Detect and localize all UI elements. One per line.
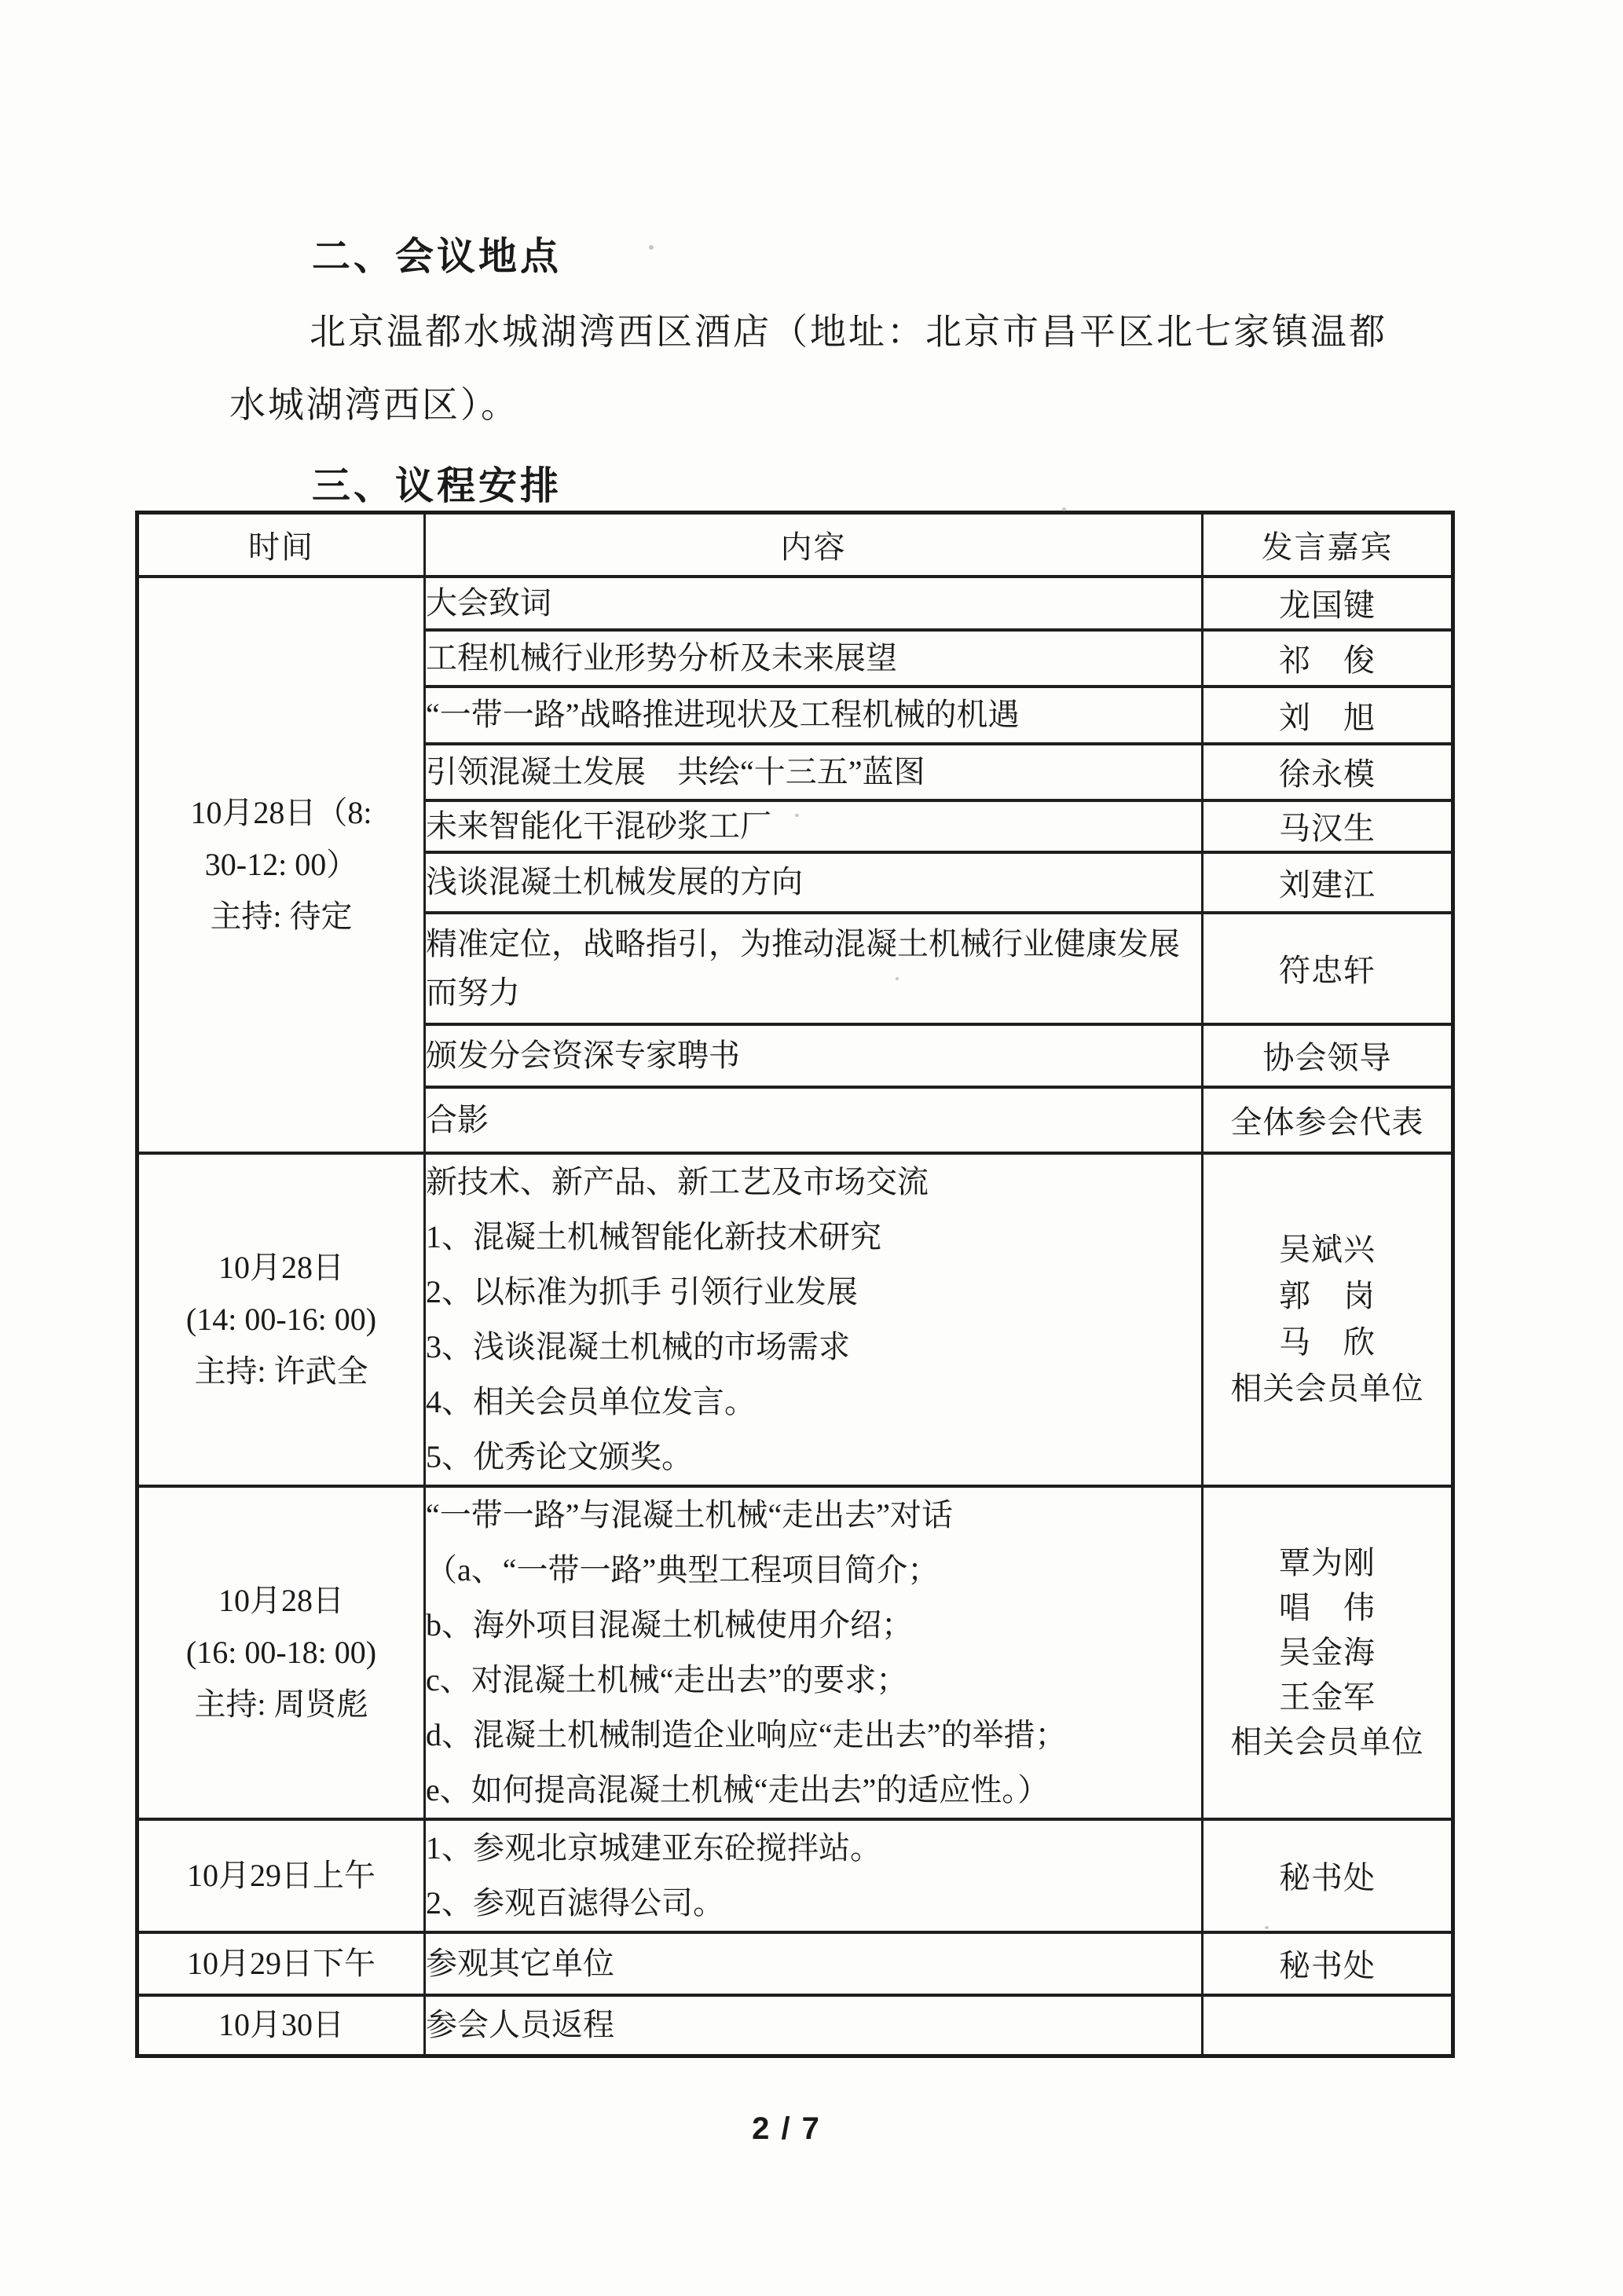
agenda-item-speaker: 全体参会代表 [1203, 1087, 1453, 1153]
agenda-item-content: 未来智能化干混砂浆工厂 [425, 800, 1203, 852]
session3-time-line: 主持: 周贤彪 [194, 1686, 368, 1722]
session1-time-cell [137, 577, 425, 1153]
page-number: 2 / 7 [752, 2111, 821, 2146]
oct29am-speaker-cell: 秘书处 [1203, 1819, 1453, 1932]
session2-time-line: (14: 00-16: 00) [185, 1301, 377, 1337]
session1-time-line: 主持: 待定 [210, 898, 353, 934]
oct29pm-content-cell: 参观其它单位 [425, 1932, 1203, 1995]
agenda-content-line: 4、相关会员单位发言。 [426, 1383, 756, 1419]
agenda-content-line: d、混凝土机械制造企业响应“走出去”的举措； [426, 1716, 1067, 1752]
scan-speck [795, 814, 799, 817]
agenda-table [135, 511, 1455, 2058]
oct30-content-cell: 参会人员返程 [425, 1995, 1203, 2056]
session3-time-line: (16: 00-18: 00) [185, 1634, 377, 1670]
agenda-item-speaker: 协会领导 [1203, 1024, 1453, 1087]
venue-paragraph-line-2: 水城湖湾西区）。 [229, 385, 519, 425]
session1-time-line: 30-12: 00） [204, 846, 358, 882]
oct29pm-speaker-cell: 秘书处 [1203, 1932, 1453, 1995]
agenda-content-line: 2、参观百滤得公司。 [426, 1884, 724, 1921]
agenda-content-line: c、对混凝土机械“走出去”的要求； [426, 1661, 908, 1697]
agenda-speaker-line: 相关会员单位 [1230, 1371, 1424, 1406]
section-heading-venue: 二、会议地点 [312, 235, 562, 278]
agenda-speaker-line: 郭 岗 [1279, 1278, 1376, 1313]
session2-time-line: 10月28日 [218, 1249, 344, 1285]
agenda-item-content: 颁发分会资深专家聘书 [425, 1024, 1203, 1087]
agenda-content-line: 5、优秀论文颁奖。 [426, 1438, 693, 1474]
agenda-speaker-line: 相关会员单位 [1230, 1723, 1424, 1760]
oct30-speaker-cell [1203, 1995, 1453, 2056]
session2-time-line: 主持: 许武全 [194, 1353, 368, 1389]
session1-time-line: 10月28日（8: [190, 794, 372, 830]
scan-speck [896, 977, 899, 980]
table-row-oct30 [137, 1995, 1453, 2056]
table-row-session2 [137, 1153, 1453, 1486]
agenda-item-content: 精准定位，战略指引，为推动混凝土机械行业健康发展而努力 [425, 913, 1203, 1024]
oct30-time-cell [137, 1995, 425, 2056]
session3-speaker-cell [1203, 1486, 1453, 1819]
oct29am-content-cell [425, 1819, 1203, 1932]
agenda-speaker-line: 吴金海 [1279, 1634, 1376, 1670]
scan-speck [1265, 1926, 1269, 1929]
venue-paragraph-line-1: 北京温都水城湖湾西区酒店（地址：北京市昌平区北七家镇温都 [310, 312, 1387, 352]
agenda-speaker-line: 唱 伟 [1279, 1589, 1376, 1625]
agenda-item-speaker: 徐永模 [1203, 744, 1453, 800]
agenda-item-speaker: 刘 旭 [1203, 687, 1453, 744]
table-row-oct29pm [137, 1932, 1453, 1995]
column-header-content: 内容 [425, 513, 1203, 577]
agenda-content-line: （a、“一带一路”典型工程项目简介； [426, 1551, 940, 1587]
agenda-item-speaker: 马汉生 [1203, 800, 1453, 852]
table-row-oct29am [137, 1819, 1453, 1932]
scan-speck [649, 245, 654, 250]
scan-speck [1062, 507, 1066, 511]
time-line: 10月30日 [218, 2007, 344, 2043]
agenda-content-line: 1、参观北京城建亚东砼搅拌站。 [426, 1829, 881, 1866]
agenda-item-content: 大会致词 [425, 577, 1203, 630]
agenda-item-content: 合影 [425, 1087, 1203, 1153]
agenda-item-speaker: 祁 俊 [1203, 630, 1453, 687]
agenda-speaker-line: 马 欣 [1279, 1324, 1376, 1360]
agenda-content-line: e、如何提高混凝土机械“走出去”的适应性。） [426, 1771, 1050, 1807]
time-line: 10月29日下午 [187, 1945, 376, 1981]
session2-content-cell [425, 1153, 1203, 1486]
time-line: 10月29日上午 [187, 1857, 376, 1893]
agenda-item-speaker: 龙国键 [1203, 577, 1453, 630]
session3-time-line: 10月28日 [218, 1582, 344, 1618]
column-header-speaker: 发言嘉宾 [1203, 513, 1453, 577]
agenda-item-content: “一带一路”战略推进现状及工程机械的机遇 [425, 687, 1203, 744]
agenda-content-line: 新技术、新产品、新工艺及市场交流 [426, 1163, 929, 1199]
agenda-content-line: “一带一路”与混凝土机械“走出去”对话 [426, 1496, 954, 1532]
agenda-content-line: 3、浅谈混凝土机械的市场需求 [426, 1328, 850, 1364]
agenda-speaker-line: 吴斌兴 [1279, 1232, 1376, 1267]
session2-time-cell [137, 1153, 425, 1486]
agenda-item-content: 引领混凝土发展 共绘“十三五”蓝图 [425, 744, 1203, 800]
agenda-item-speaker: 刘建江 [1203, 852, 1453, 913]
section-heading-agenda: 三、议程安排 [312, 464, 562, 507]
agenda-item-speaker: 符忠轩 [1203, 913, 1453, 1024]
session3-time-cell [137, 1486, 425, 1819]
agenda-item-content: 工程机械行业形势分析及未来展望 [425, 630, 1203, 687]
agenda-speaker-line: 王金军 [1279, 1679, 1376, 1715]
agenda-content-line: 2、以标准为抓手 引领行业发展 [426, 1273, 858, 1309]
session2-speaker-cell [1203, 1153, 1453, 1486]
agenda-item-content: 浅谈混凝土机械发展的方向 [425, 852, 1203, 913]
agenda-content-line: 1、混凝土机械智能化新技术研究 [426, 1218, 881, 1254]
table-row [137, 577, 1453, 630]
oct29am-time-cell [137, 1819, 425, 1932]
session3-content-cell [425, 1486, 1203, 1819]
column-header-time: 时间 [137, 513, 425, 577]
agenda-content-line: b、海外项目混凝土机械使用介绍； [426, 1606, 913, 1642]
table-row-session3 [137, 1486, 1453, 1819]
agenda-header-row [137, 513, 1453, 577]
oct29pm-time-cell [137, 1932, 425, 1995]
agenda-speaker-line: 覃为刚 [1279, 1544, 1376, 1580]
